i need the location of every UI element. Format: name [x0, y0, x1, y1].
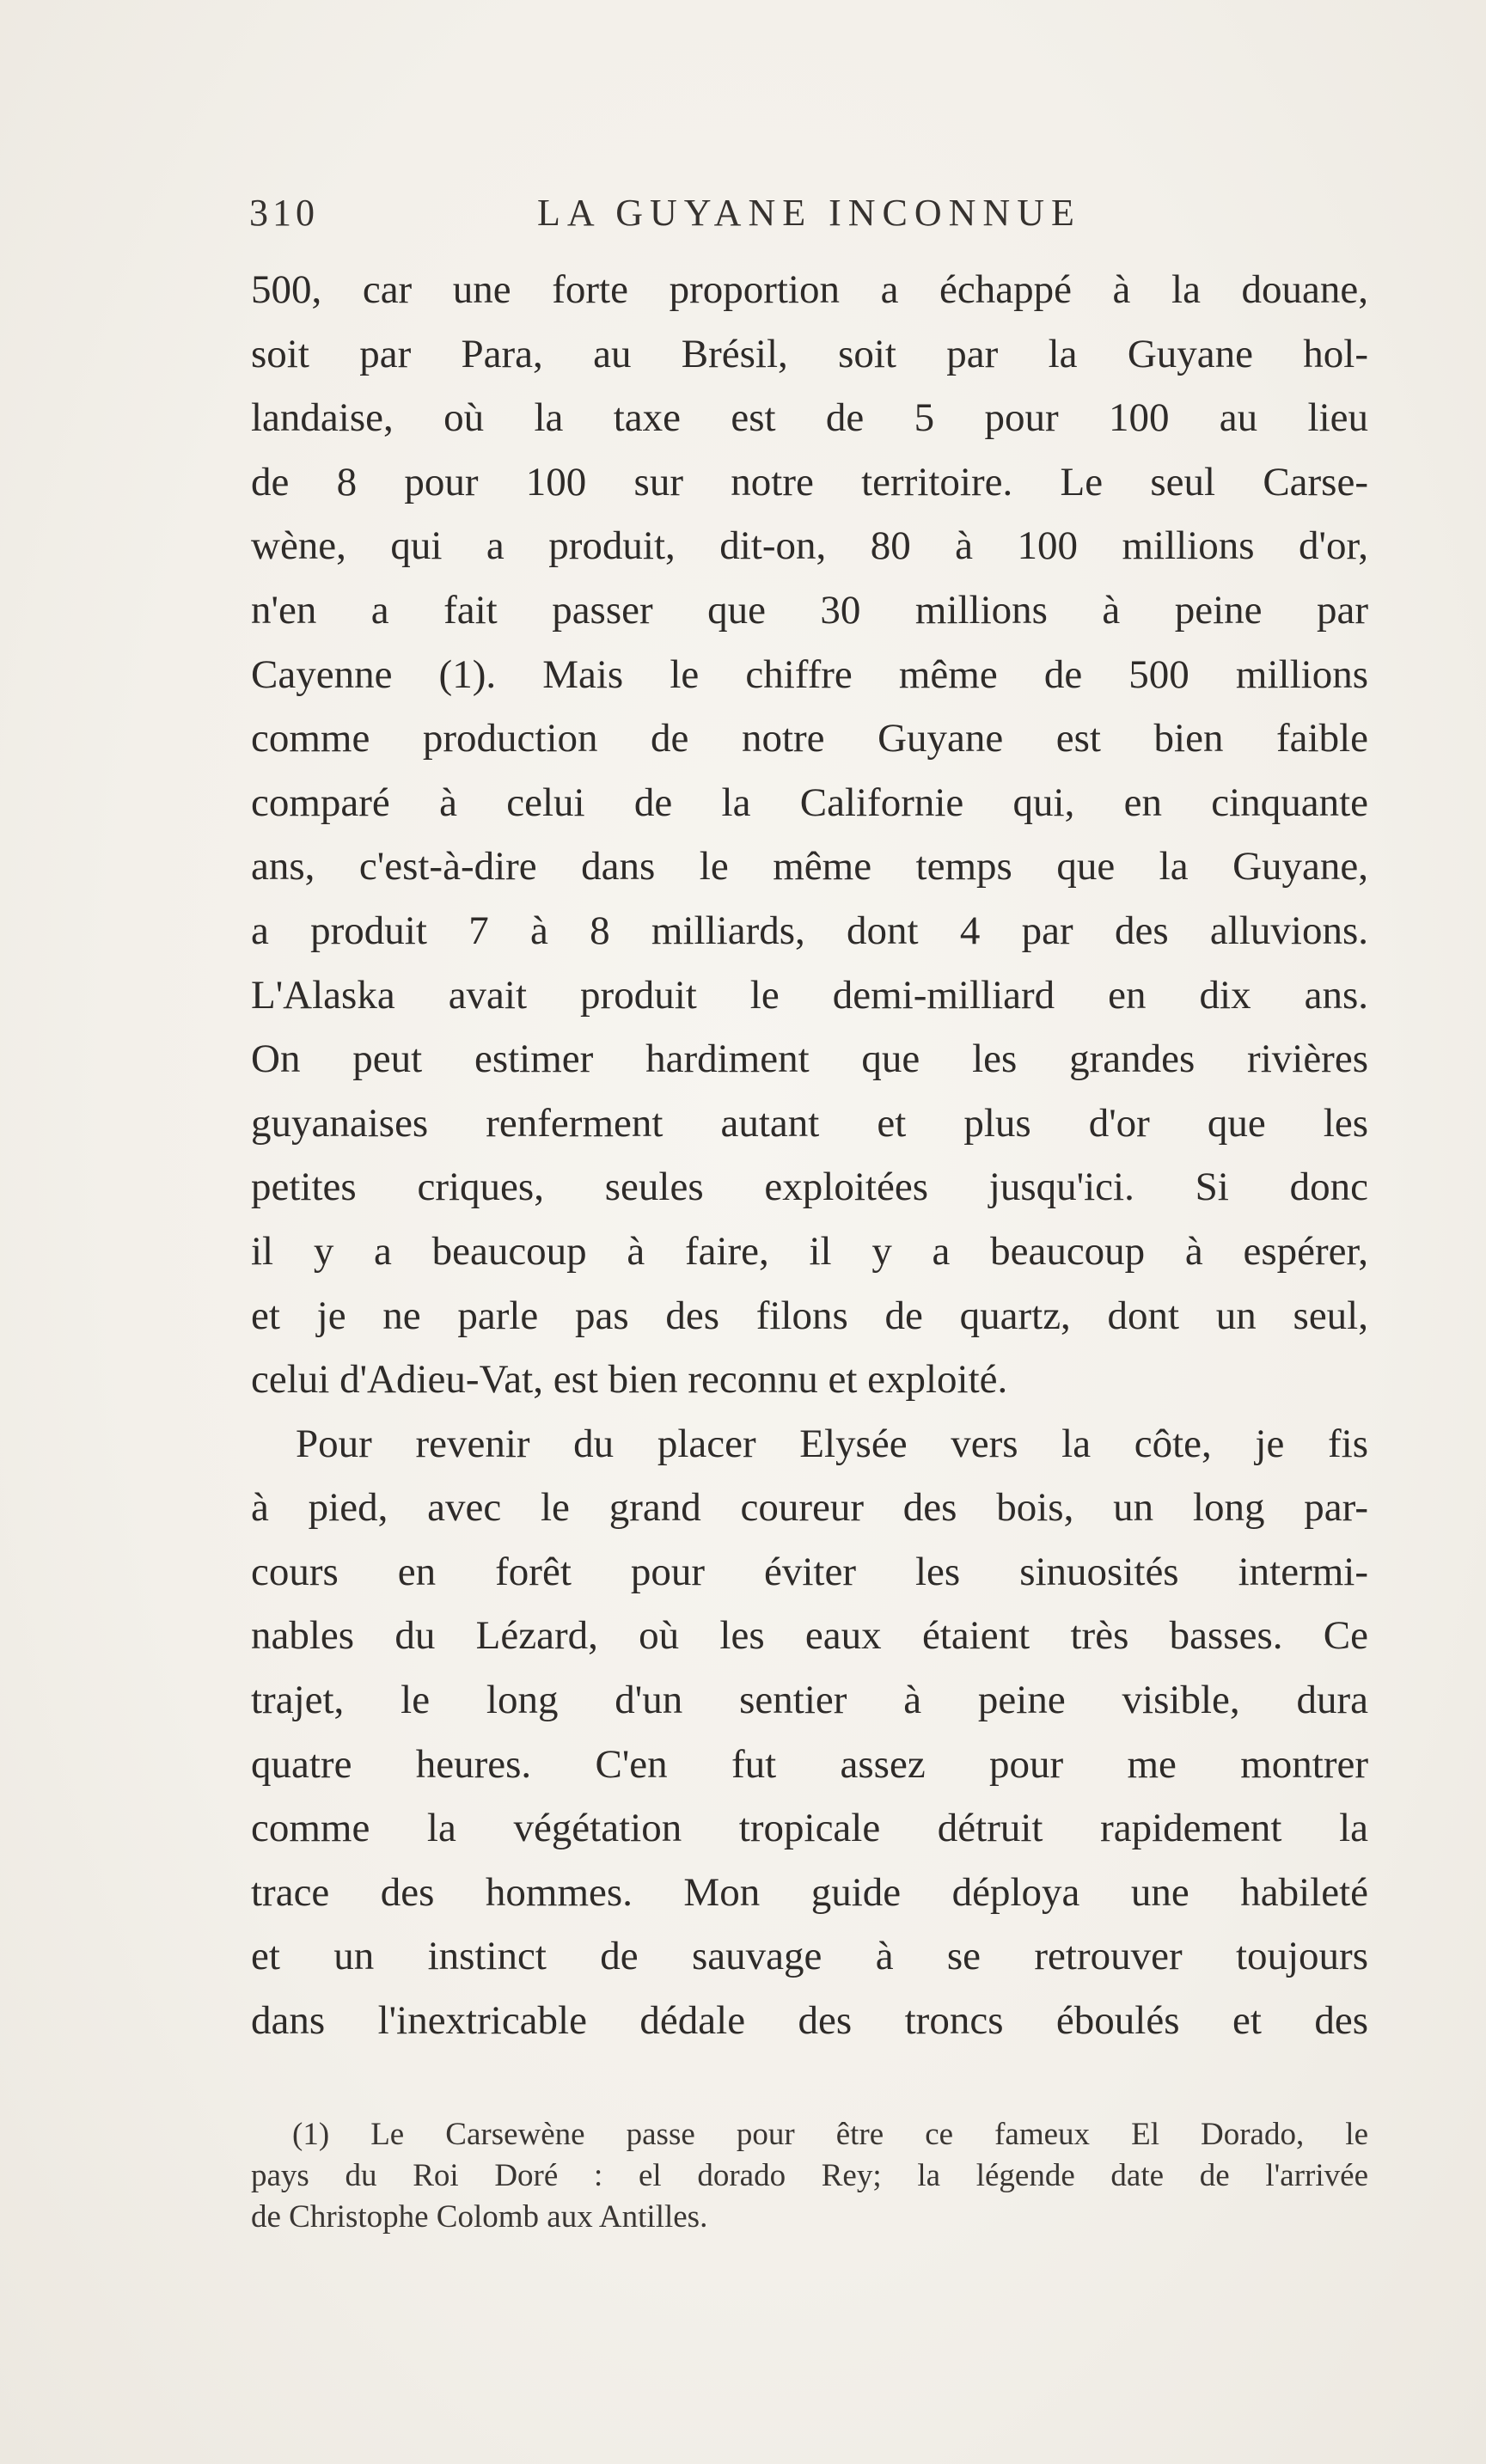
text-line: guyanaises renferment autant et plus d'or que les: [251, 1100, 1368, 1146]
text-line: landaise, où la taxe est de 5 pour 100 au lieu: [251, 395, 1368, 441]
text-line: a produit 7 à 8 milliards, dont 4 par des alluvions.: [251, 908, 1368, 953]
text-line: celui d'Adieu-Vat, est bien reconnu et exploité.: [251, 1357, 1008, 1403]
text-line: dans l'inextricable dédale des troncs éboulés et des: [251, 1998, 1368, 2044]
text-line: il y a beaucoup à faire, il y a beaucoup à espérer,: [251, 1228, 1368, 1274]
text-line: quatre heures. C'en fut assez pour me montrer: [251, 1741, 1368, 1787]
text-line: wène, qui a produit, dit-on, 80 à 100 millions d'or,: [251, 523, 1368, 569]
footnote-line: pays du Roi Doré : el dorado Rey; la légende date de l'arrivée: [251, 2158, 1368, 2193]
text-line: à pied, avec le grand coureur des bois, un long par-: [251, 1485, 1368, 1531]
text-line: On peut estimer hardiment que les grandes rivières: [251, 1036, 1368, 1082]
footnote-line: (1) Le Carsewène passe pour être ce fameux El Dorado, le: [292, 2117, 1368, 2152]
text-line: de 8 pour 100 sur notre territoire. Le seul Carse-: [251, 459, 1368, 504]
text-line: trajet, le long d'un sentier à peine visible, dura: [251, 1678, 1368, 1723]
text-line: trace des hommes. Mon guide déploya une habileté: [251, 1869, 1368, 1915]
text-line: n'en a fait passer que 30 millions à peine par: [251, 587, 1368, 633]
running-head: [249, 191, 1367, 242]
text-line: et je ne parle pas des filons de quartz, dont un seul,: [251, 1293, 1368, 1338]
text-line: 500, car une forte proportion a échappé à la douane,: [251, 267, 1368, 312]
page-number: 310: [249, 192, 319, 234]
body-text: [251, 258, 1368, 2053]
text-line: et un instinct de sauvage à se retrouver toujours: [251, 1934, 1368, 1979]
text-line: comparé à celui de la Californie qui, en cinquante: [251, 780, 1368, 825]
text-line: nables du Lézard, où les eaux étaient très basses. Ce: [251, 1613, 1368, 1659]
text-line: cours en forêt pour éviter les sinuosités intermi-: [251, 1549, 1368, 1594]
text-line: Cayenne (1). Mais le chiffre même de 500 millions: [251, 651, 1368, 697]
text-line: soit par Para, au Brésil, soit par la Guyane hol-: [251, 331, 1368, 376]
paragraph-start-line: Pour revenir du placer Elysée vers la côte, je fis: [296, 1421, 1368, 1466]
footnote-line: de Christophe Colomb aux Antilles.: [251, 2199, 708, 2235]
text-line: comme production de notre Guyane est bien faible: [251, 716, 1368, 761]
footnote: [251, 2114, 1368, 2238]
text-line: petites criques, seules exploitées jusqu'ici. Si donc: [251, 1165, 1368, 1210]
text-line: L'Alaska avait produit le demi-milliard en dix ans.: [251, 972, 1368, 1018]
running-title: LA GUYANE INCONNUE: [537, 192, 1081, 234]
text-line: ans, c'est-à-dire dans le même temps que la Guyane,: [251, 844, 1368, 890]
text-line: comme la végétation tropicale détruit rapidement la: [251, 1806, 1368, 1851]
